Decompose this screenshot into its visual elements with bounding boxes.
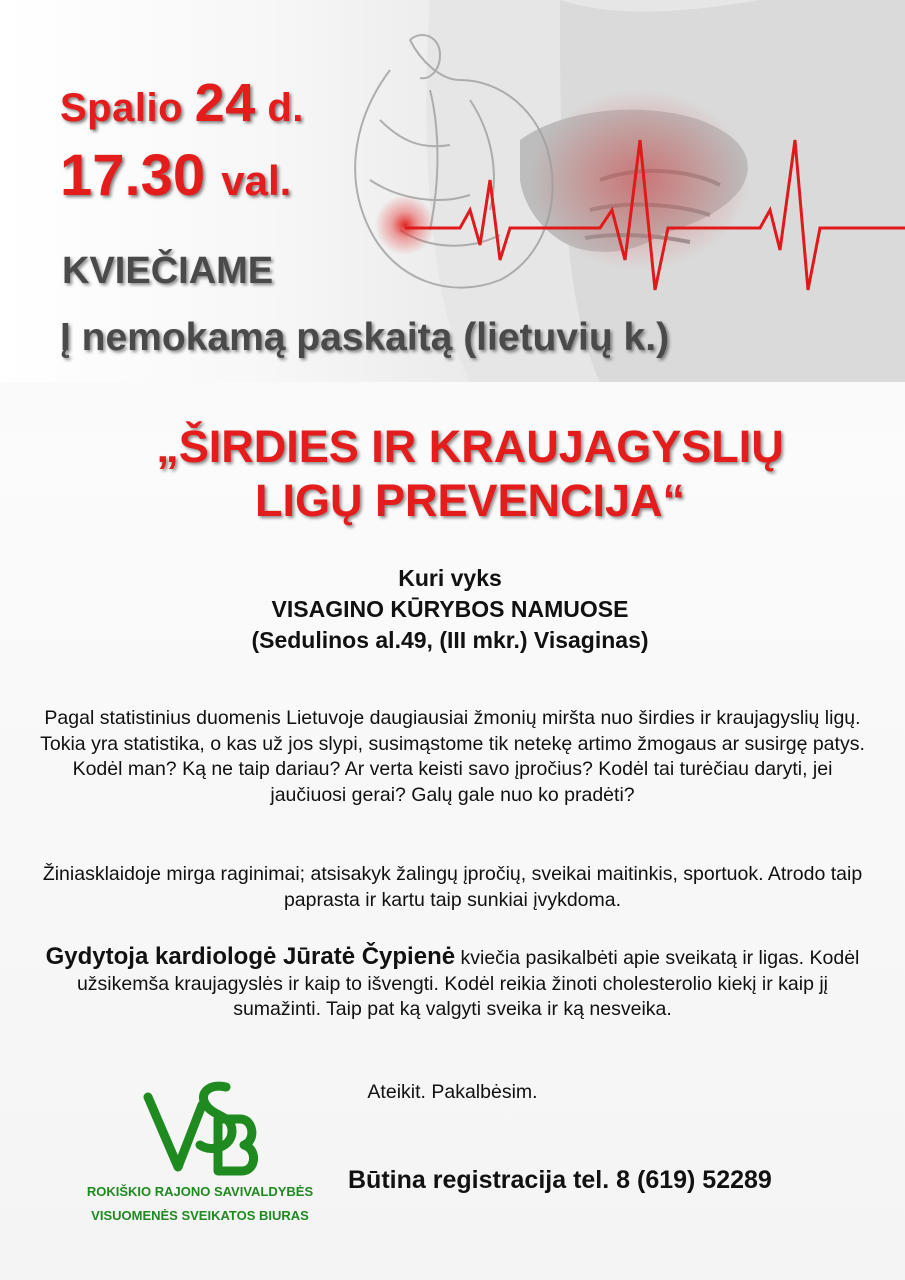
venue-line-1: Kuri vyks [398, 565, 502, 591]
org-name-line-1: ROKIŠKIO RAJONO SAVIVALDYBĖS [86, 1184, 314, 1199]
event-title [40, 420, 900, 528]
date-word: Spalio [60, 86, 184, 130]
invite-text: Į nemokamą paskaitą (lietuvių k.) [60, 316, 670, 359]
venue-line-2: VISAGINO KŪRYBOS NAMUOSE [271, 596, 629, 622]
event-date [60, 72, 304, 134]
event-time [60, 142, 291, 209]
doctor-description: kviečia pasikalbėti apie sveikatą ir ligas. Kodėl užsikemša kraujagyslės ir kaip to išvengti. Kodėl reikia žinoti cholesterolio kiekį ir kaip jį sumažinti. Taip pat ką valgyti sveika ir ką nesveika. [76, 947, 860, 1020]
hero-banner [0, 0, 905, 382]
time-value: 17.30 [60, 143, 206, 208]
doctor-name: Gydytoja kardiologė Jūratė Čypienė [45, 943, 456, 970]
title-line-1: „ŠIRDIES IR KRAUJAGYSLIŲ [156, 421, 784, 472]
paragraph-statistics: Pagal statistinius duomenis Lietuvoje daugiausiai žmonių miršta nuo širdies ir kraujagyslių ligų. Tokia yra statistika, o kas už jos slypi, susimąstome tik netekę artimo žmogaus ar susirgę patys. Kodėl man? Ką ne taip dariau? Ar verta keisti savo įpročius? Kodėl tai turėčiau daryti, jei jaučiuosi gerai? Galų gale nuo ko pradėti? [40, 707, 865, 806]
date-number: 24 [194, 73, 256, 133]
registration-phone: Būtina registracija tel. 8 (619) 52289 [348, 1166, 772, 1194]
invite-heading: KVIEČIAME [62, 250, 274, 292]
org-name-line-2: VISUOMENĖS SVEIKATOS BIURAS [91, 1208, 309, 1223]
closing-text: Ateikit. Pakalbėsim. [367, 1081, 538, 1103]
venue-info [100, 563, 800, 656]
time-unit: val. [221, 157, 292, 204]
vsb-logo-icon [140, 1075, 265, 1180]
title-line-2: LIGŲ PREVENCIJA“ [254, 475, 686, 526]
venue-line-3: (Sedulinos al.49, (III mkr.) Visaginas) [251, 627, 649, 653]
paragraph-media: Žiniasklaidoje mirga raginimai; atsisakyk žalingų įpročių, sveikai maitinkis, sportuok. Atrodo taip paprasta ir kartu taip sunkiai įvykdoma. [42, 863, 863, 911]
date-suffix: d. [267, 86, 304, 130]
logo-letters: VSB [140, 1075, 143, 1076]
paragraph-doctor [40, 944, 865, 1023]
